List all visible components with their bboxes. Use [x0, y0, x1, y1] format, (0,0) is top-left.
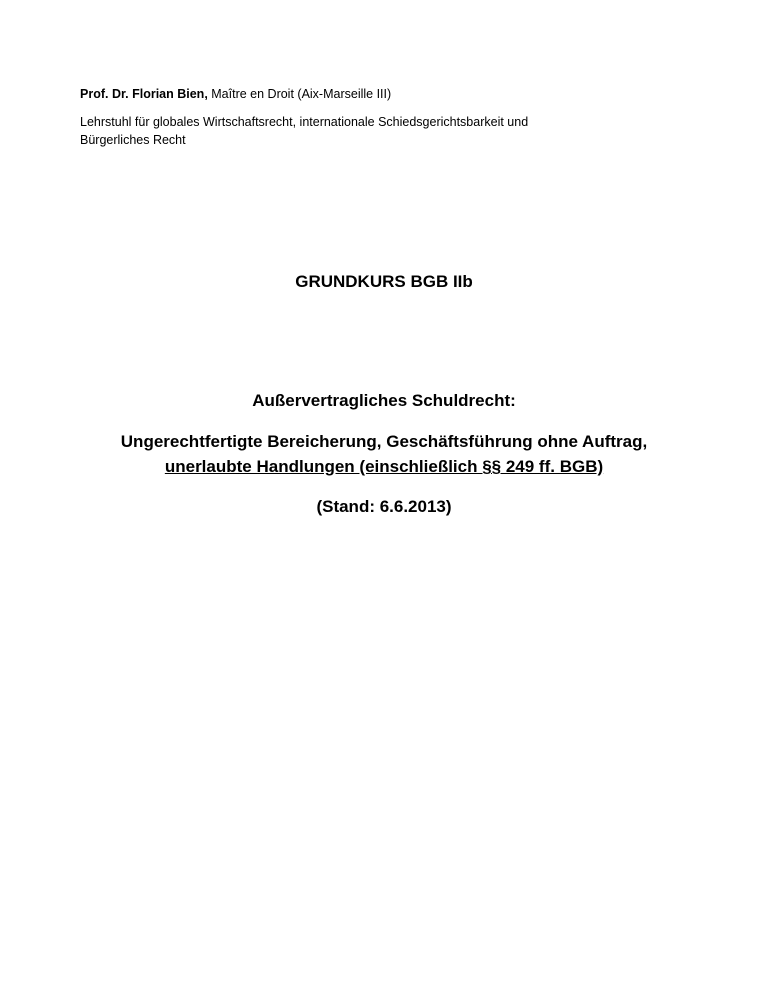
- course-title: GRUNDKURS BGB IIb: [295, 272, 473, 291]
- chair-name: [80, 113, 700, 149]
- header-block: [80, 85, 700, 149]
- topics-line-2: unerlaubte Handlungen (einschließlich §§ 249 ff. BGB): [164, 457, 604, 476]
- chair-line-2: Bürgerliches Recht: [80, 133, 186, 147]
- topics-line-1: Ungerechtfertigte Bereicherung, Geschäftsführung ohne Auftrag,: [120, 432, 648, 451]
- author-line: [80, 85, 700, 103]
- version-date: (Stand: 6.6.2013): [316, 497, 452, 516]
- author-name: Prof. Dr. Florian Bien,: [80, 87, 208, 101]
- course-subtitle: Außervertragliches Schuldrecht:: [252, 391, 516, 410]
- author-degree: Maître en Droit (Aix-Marseille III): [207, 87, 392, 101]
- course-topics: [0, 429, 768, 479]
- chair-line-1: Lehrstuhl für globales Wirtschaftsrecht, internationale Schiedsgerichtsbarkeit und: [80, 115, 529, 129]
